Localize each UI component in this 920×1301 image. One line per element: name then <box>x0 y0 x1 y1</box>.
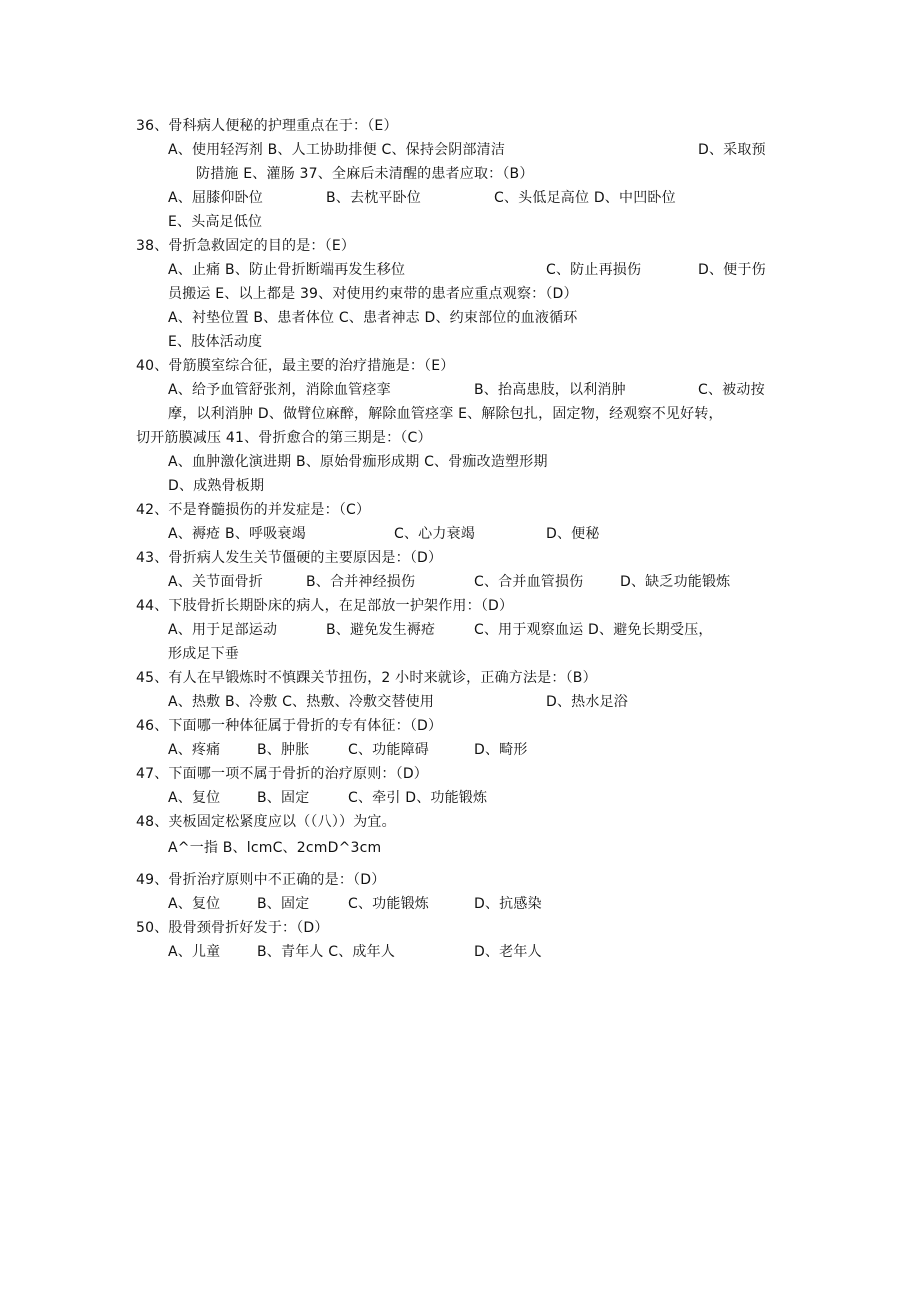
option-bc-text: B、青年人 C、成年人 <box>257 944 396 960</box>
option-a-text: A、儿童 <box>168 944 221 960</box>
options-text: 形成足下垂 <box>168 646 239 662</box>
option-d-text: D、畸形 <box>474 742 528 758</box>
options-text: 防措施 E、灌肠 37、全麻后未清醒的患者应取：（B） <box>196 166 534 182</box>
option-a-text: A、屈膝仰卧位 <box>168 190 263 206</box>
question-text: 47、下面哪一项不属于骨折的治疗原则：（D） <box>136 766 428 782</box>
option-c-text: C、心力衰竭 <box>394 526 475 542</box>
question-text: 38、骨折急救固定的目的是：（E） <box>136 238 356 254</box>
option-d-text: D、成熟骨板期 <box>168 478 265 494</box>
option-a-text: A、复位 <box>168 896 221 912</box>
options-text: A、衬垫位置 B、患者体位 C、患者神志 D、约束部位的血液循环 <box>168 310 578 326</box>
question-text: 40、骨筋膜室综合征，最主要的治疗措施是：（E） <box>136 358 455 374</box>
question-text: 44、下肢骨折长期卧床的病人，在足部放一护架作用：（D） <box>136 598 514 614</box>
question-text: 50、股骨颈骨折好发于：（D） <box>136 920 329 936</box>
option-c-text: C、合并血管损伤 <box>474 574 584 590</box>
option-abc-text: A、热敷 B、冷敷 C、热敷、冷敷交替使用 <box>168 694 435 710</box>
option-d-text: D、老年人 <box>474 944 542 960</box>
option-b-text: B、去枕平卧位 <box>326 190 422 206</box>
option-a-text: A、疼痛 <box>168 742 221 758</box>
options-text: 切开筋膜减压 41、骨折愈合的第三期是：（C） <box>136 430 432 446</box>
option-ab-text: A、止痛 B、防止骨折断端再发生移位 <box>168 262 406 278</box>
option-b-text: B、合并神经损伤 <box>306 574 416 590</box>
question-text: 46、下面哪一种体征属于骨折的专有体征：（D） <box>136 718 443 734</box>
option-a-text: A、给予血管舒张剂，消除血管痉挛 <box>168 382 391 398</box>
question-text: 43、骨折病人发生关节僵硬的主要原因是：（D） <box>136 550 443 566</box>
options-text: A、使用轻泻剂 B、人工协助排便 C、保持会阴部清洁 <box>168 142 506 158</box>
option-a-text: A、复位 <box>168 790 221 806</box>
option-d-text: D、热水足浴 <box>546 694 628 710</box>
question-text: 42、不是脊髓损伤的并发症是：（C） <box>136 502 371 518</box>
option-b-text: B、肿胀 <box>257 742 310 758</box>
option-cd-text: C、头低足高位 D、中凹卧位 <box>494 190 676 206</box>
option-c-text: C、被动按 <box>698 382 765 398</box>
option-cd-text: C、牵引 D、功能锻炼 <box>348 790 488 806</box>
option-a-text: A、关节面骨折 <box>168 574 263 590</box>
option-d-text: D、采取预 <box>698 142 766 158</box>
option-b-text: B、固定 <box>257 790 310 806</box>
option-b-text: B、固定 <box>257 896 310 912</box>
option-d-text: D、便于伤 <box>698 262 766 278</box>
options-text: 员搬运 E、以上都是 39、对使用约束带的患者应重点观察：（D） <box>168 286 578 302</box>
question-text: 49、骨折治疗原则中不正确的是：（D） <box>136 872 386 888</box>
options-text: A^一指 B、lcmC、2cmD^3cm <box>168 840 382 856</box>
option-d-text: D、便秘 <box>546 526 600 542</box>
option-a-text: A、用于足部运动 <box>168 622 278 638</box>
option-e-text: E、肢体活动度 <box>168 334 263 350</box>
option-d-text: D、缺乏功能锻炼 <box>620 574 731 590</box>
option-b-text: B、抬高患肢，以利消肿 <box>474 382 626 398</box>
option-e-text: E、头高足低位 <box>168 214 263 230</box>
option-b-text: B、避免发生褥疮 <box>326 622 436 638</box>
options-text: A、血肿激化演进期 B、原始骨痂形成期 C、骨痂改造塑形期 <box>168 454 548 470</box>
option-cd-text: C、用于观察血运 D、避免长期受压， <box>474 622 713 638</box>
question-text: 48、夹板固定松紧度应以（（八））为宜。 <box>136 814 396 830</box>
option-c-text: C、功能障碍 <box>348 742 429 758</box>
option-c-text: C、功能锻炼 <box>348 896 429 912</box>
option-ab-text: A、褥疮 B、呼吸衰竭 <box>168 526 306 542</box>
option-d-text: D、抗感染 <box>474 896 542 912</box>
question-text: 45、有人在早锻炼时不慎踝关节扭伤，2 小时来就诊，正确方法是：（B） <box>136 670 597 686</box>
question-text: 36、骨科病人便秘的护理重点在于：（E） <box>136 118 398 134</box>
options-text: 摩，以利消肿 D、做臂位麻醉，解除血管痉挛 E、解除包扎，固定物，经观察不见好转， <box>168 406 723 422</box>
option-c-text: C、防止再损伤 <box>546 262 642 278</box>
